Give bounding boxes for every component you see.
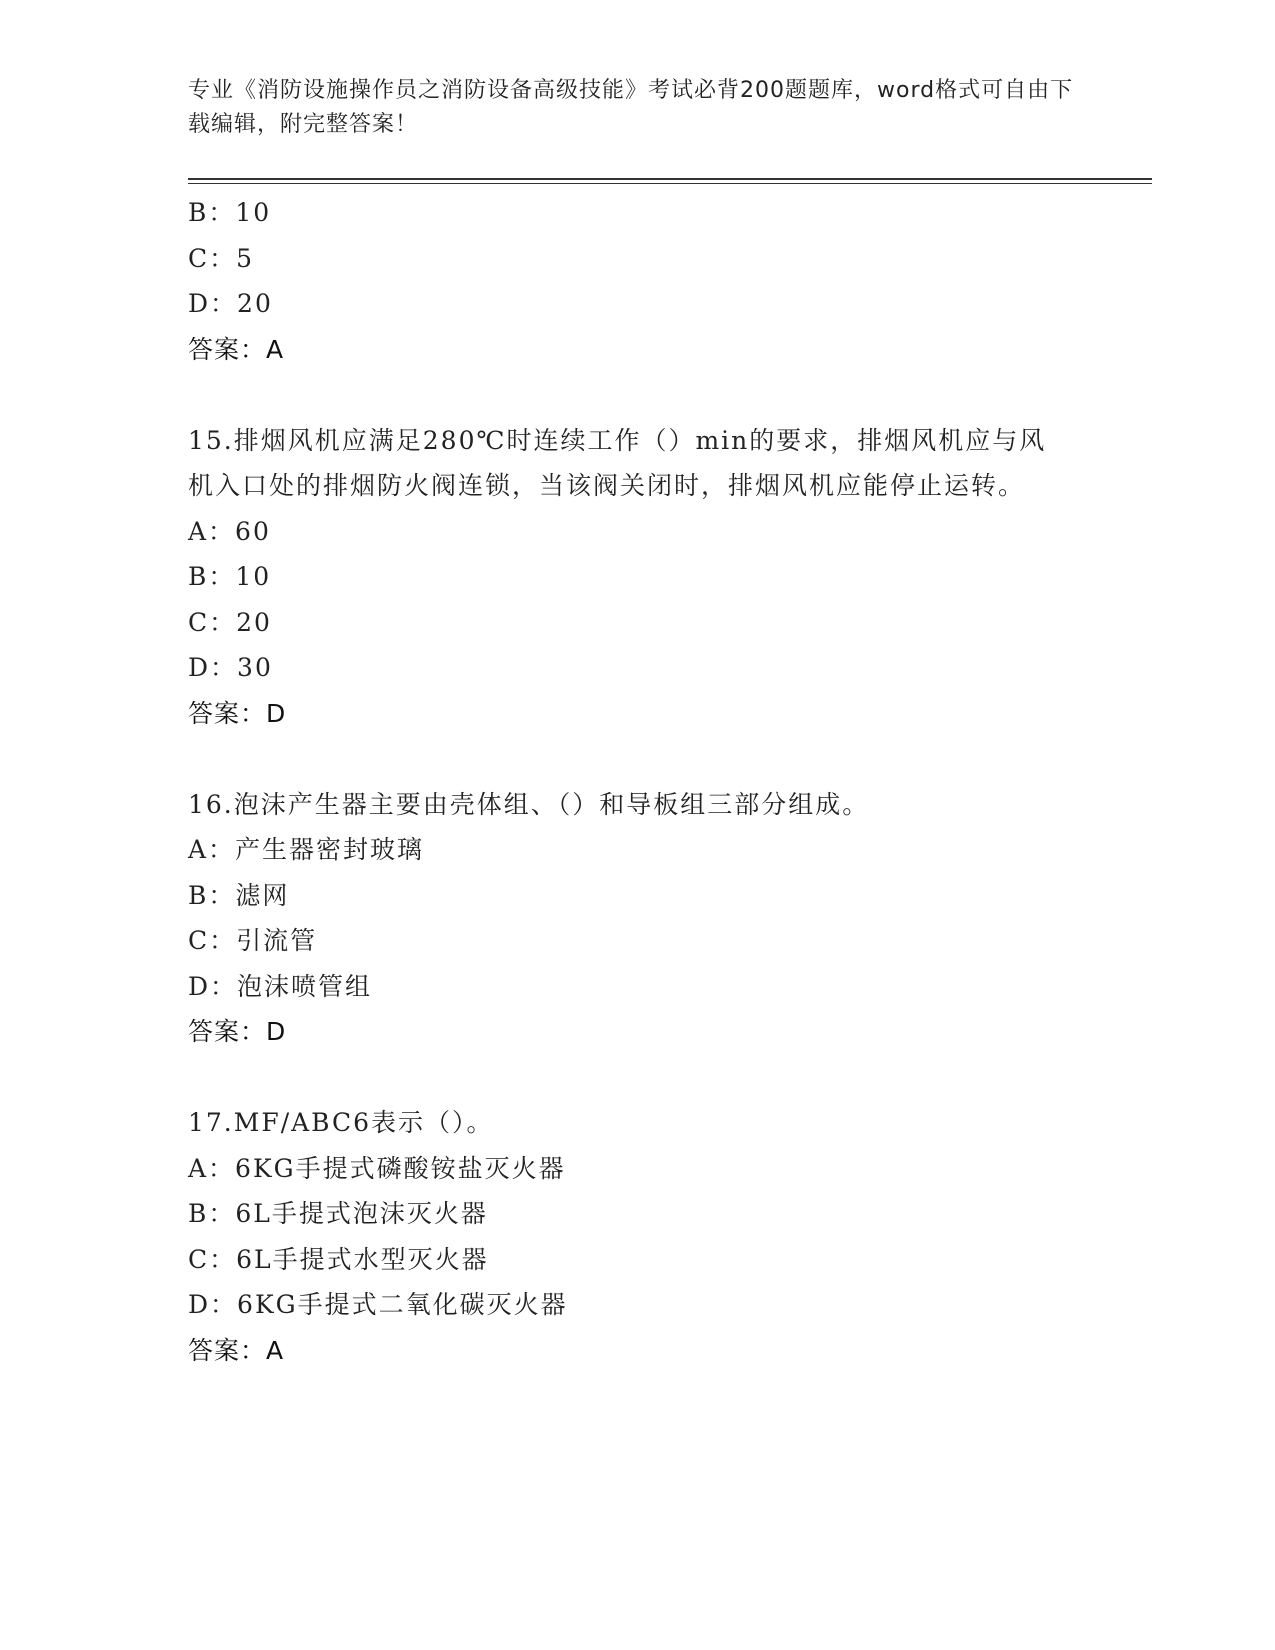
- option-c: C：6L手提式水型灭火器: [188, 1244, 489, 1274]
- option-a: A：产生器密封玻璃: [188, 835, 425, 864]
- option-d: D：6KG手提式二氧化碳灭火器: [188, 1290, 568, 1319]
- answer-label: 答案：A: [188, 334, 285, 364]
- question-stem: 17.MF/ABC6表示（）。: [188, 1108, 494, 1137]
- option-b: B：滤网: [188, 880, 290, 910]
- spacer: [188, 736, 1068, 782]
- answer-label: 答案：D: [188, 698, 287, 728]
- document-header-title: 专业《消防设施操作员之消防设备高级技能》考试必背200题题库，word格式可自由下载编辑，附完整答案！: [188, 78, 1074, 137]
- option-d: D：30: [188, 653, 273, 682]
- header-divider-thin: [188, 183, 1152, 184]
- question-stem: 16.泡沫产生器主要由壳体组、（）和导板组三部分组成。: [188, 789, 870, 819]
- option-d: D：20: [188, 289, 273, 318]
- question-block-17: [188, 1100, 1068, 1373]
- option-d: D：泡沫喷管组: [188, 971, 373, 1001]
- question-list: [188, 190, 1068, 1373]
- header-divider-thick: [188, 178, 1152, 180]
- question-block-15: [188, 418, 1068, 737]
- answer-label: 答案：A: [188, 1335, 285, 1365]
- option-c: C：20: [188, 607, 272, 637]
- question-stem: 15.排烟风机应满足280℃时连续工作（）min的要求，排烟风机应与风机入口处的排烟防火阀连锁，当该阀关闭时，排烟风机应能停止运转。: [188, 425, 1047, 500]
- option-b: B：10: [188, 562, 272, 591]
- option-b: B：10: [188, 198, 272, 227]
- option-c: C：引流管: [188, 926, 318, 955]
- question-block-prev: [188, 190, 1068, 372]
- option-a: A：6KG手提式磷酸铵盐灭火器: [188, 1153, 566, 1183]
- spacer: [188, 1055, 1068, 1101]
- question-block-16: [188, 782, 1068, 1055]
- spacer: [188, 372, 1068, 418]
- answer-label: 答案：D: [188, 1017, 287, 1046]
- option-b: B：6L手提式泡沫灭火器: [188, 1199, 488, 1228]
- option-c: C：5: [188, 243, 255, 273]
- option-a: A：60: [188, 516, 271, 546]
